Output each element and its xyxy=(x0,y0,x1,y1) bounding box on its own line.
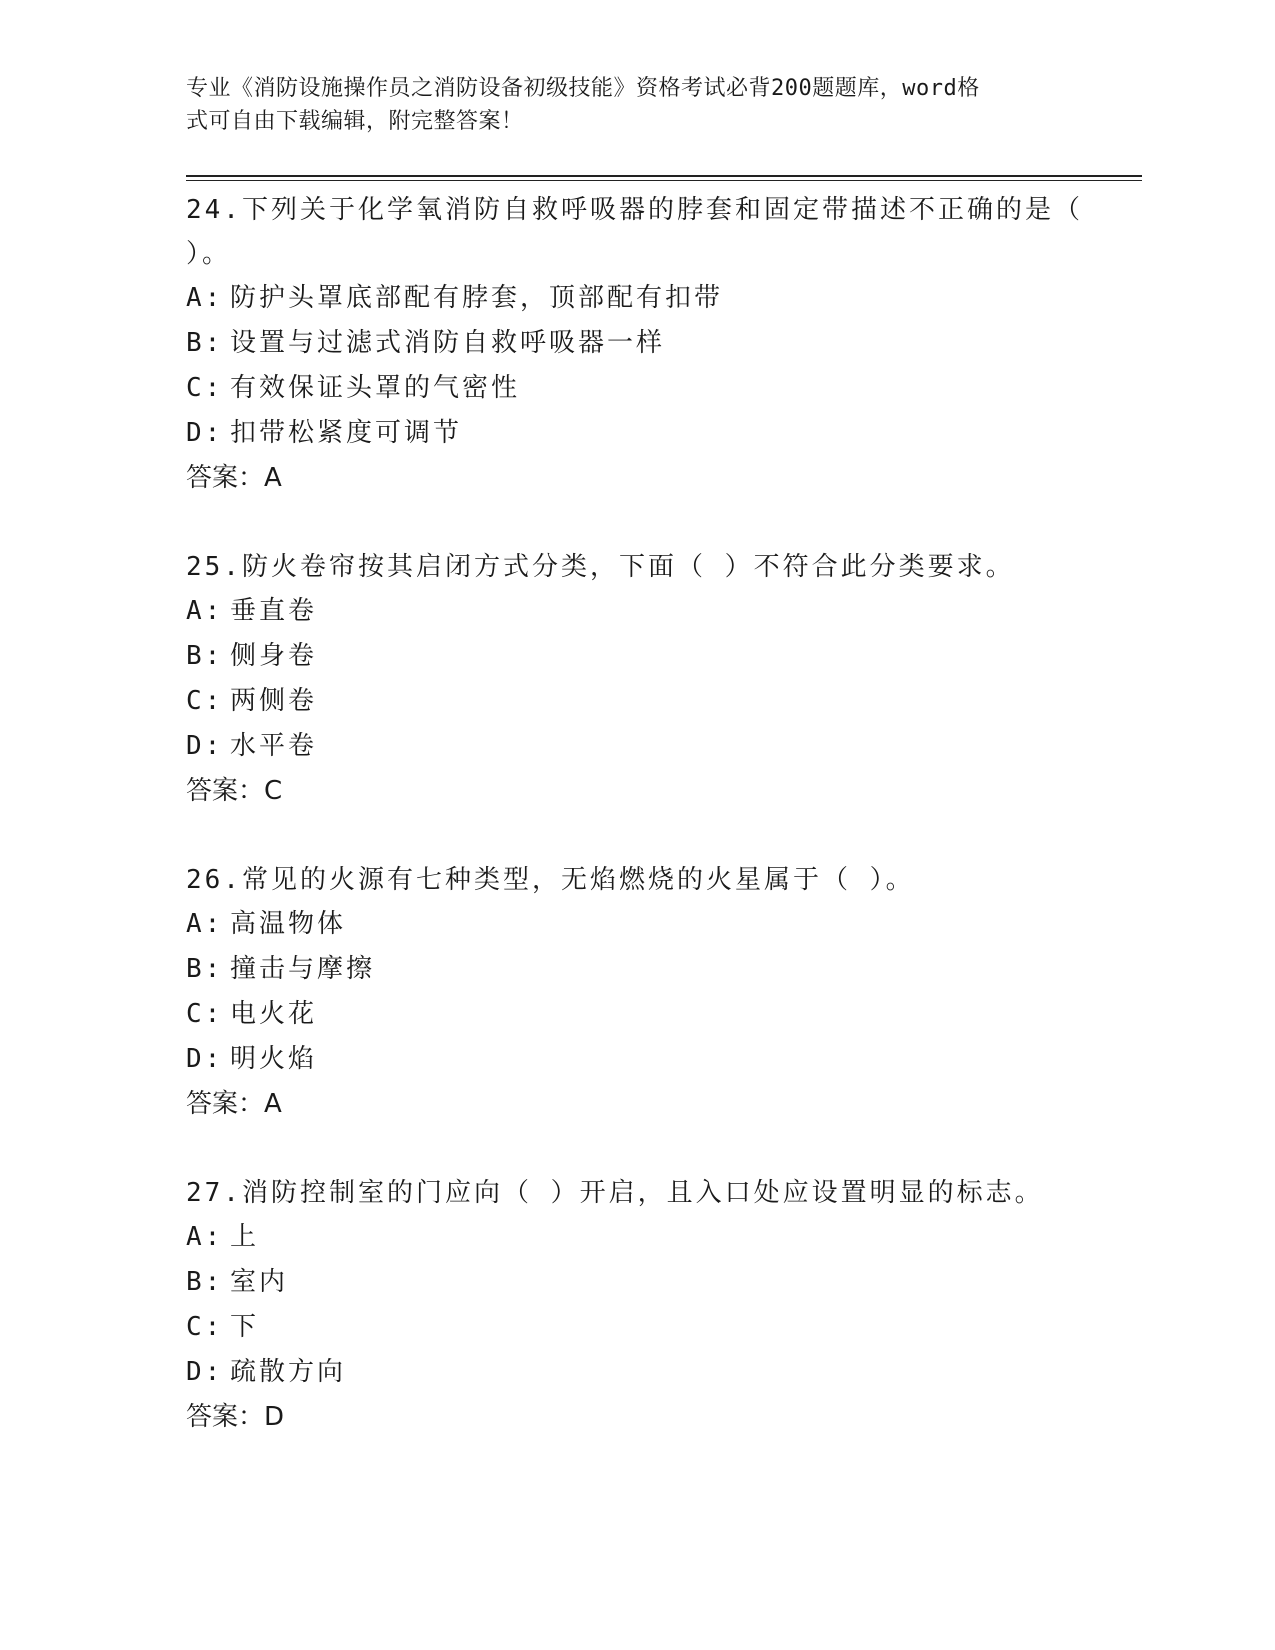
question-24 xyxy=(186,188,1086,501)
option-letter: A: xyxy=(186,283,224,313)
option-b xyxy=(186,321,1086,366)
option-text: 下 xyxy=(230,1312,260,1342)
option-text: 垂直卷 xyxy=(230,596,318,626)
option-b xyxy=(186,634,1086,679)
option-d xyxy=(186,1350,1086,1395)
answer-line: 答案：A xyxy=(186,1089,282,1119)
question-stem: 25.防火卷帘按其启闭方式分类，下面（ ）不符合此分类要求。 xyxy=(186,552,1015,582)
option-text: 撞击与摩擦 xyxy=(230,954,376,984)
option-text: 电火花 xyxy=(230,999,318,1029)
question-25 xyxy=(186,545,1086,814)
question-stem: 26.常见的火源有七种类型，无焰燃烧的火星属于（ ）。 xyxy=(186,865,915,895)
option-letter: A: xyxy=(186,1222,224,1252)
header-divider-thin xyxy=(186,180,1142,181)
option-letter: D: xyxy=(186,1357,224,1387)
option-text: 高温物体 xyxy=(230,909,347,939)
option-c xyxy=(186,992,1086,1037)
option-c xyxy=(186,679,1086,724)
option-letter: B: xyxy=(186,328,224,358)
header-line-2: 式可自由下载编辑，附完整答案！ xyxy=(186,109,524,134)
option-a xyxy=(186,276,1086,321)
option-d xyxy=(186,1037,1086,1082)
option-c xyxy=(186,1305,1086,1350)
answer-line: 答案：D xyxy=(186,1402,285,1432)
option-a xyxy=(186,589,1086,634)
option-letter: C: xyxy=(186,1312,224,1342)
option-letter: C: xyxy=(186,999,224,1029)
option-letter: B: xyxy=(186,641,224,671)
option-c xyxy=(186,366,1086,411)
option-letter: C: xyxy=(186,373,224,403)
option-text: 明火焰 xyxy=(230,1044,318,1074)
option-text: 设置与过滤式消防自救呼吸器一样 xyxy=(230,328,666,358)
header-divider-thick xyxy=(186,175,1142,177)
option-letter: B: xyxy=(186,1267,224,1297)
option-text: 水平卷 xyxy=(230,731,318,761)
document-header xyxy=(186,72,1066,138)
header-line-1: 专业《消防设施操作员之消防设备初级技能》资格考试必背200题题库，word格 xyxy=(186,76,980,101)
option-text: 室内 xyxy=(230,1267,289,1297)
option-letter: D: xyxy=(186,731,224,761)
answer-line: 答案：A xyxy=(186,463,282,493)
option-text: 两侧卷 xyxy=(230,686,318,716)
option-b xyxy=(186,947,1086,992)
option-letter: A: xyxy=(186,909,224,939)
question-26 xyxy=(186,858,1086,1127)
option-text: 防护头罩底部配有脖套，顶部配有扣带 xyxy=(230,283,724,313)
option-text: 上 xyxy=(230,1222,260,1252)
option-text: 疏散方向 xyxy=(230,1357,347,1387)
option-letter: A: xyxy=(186,596,224,626)
option-d xyxy=(186,724,1086,769)
question-stem: 24.下列关于化学氧消防自救呼吸器的脖套和固定带描述不正确的是（ ）。 xyxy=(186,195,1083,269)
question-stem: 27.消防控制室的门应向（ ）开启，且入口处应设置明显的标志。 xyxy=(186,1178,1044,1208)
answer-line: 答案：C xyxy=(186,776,283,806)
option-text: 有效保证头罩的气密性 xyxy=(230,373,521,403)
option-letter: C: xyxy=(186,686,224,716)
option-letter: D: xyxy=(186,1044,224,1074)
option-letter: D: xyxy=(186,418,224,448)
question-27 xyxy=(186,1171,1086,1440)
option-a xyxy=(186,1215,1086,1260)
option-a xyxy=(186,902,1086,947)
option-letter: B: xyxy=(186,954,224,984)
question-list xyxy=(186,188,1086,1484)
option-text: 侧身卷 xyxy=(230,641,318,671)
option-b xyxy=(186,1260,1086,1305)
option-d xyxy=(186,411,1086,456)
option-text: 扣带松紧度可调节 xyxy=(230,418,463,448)
